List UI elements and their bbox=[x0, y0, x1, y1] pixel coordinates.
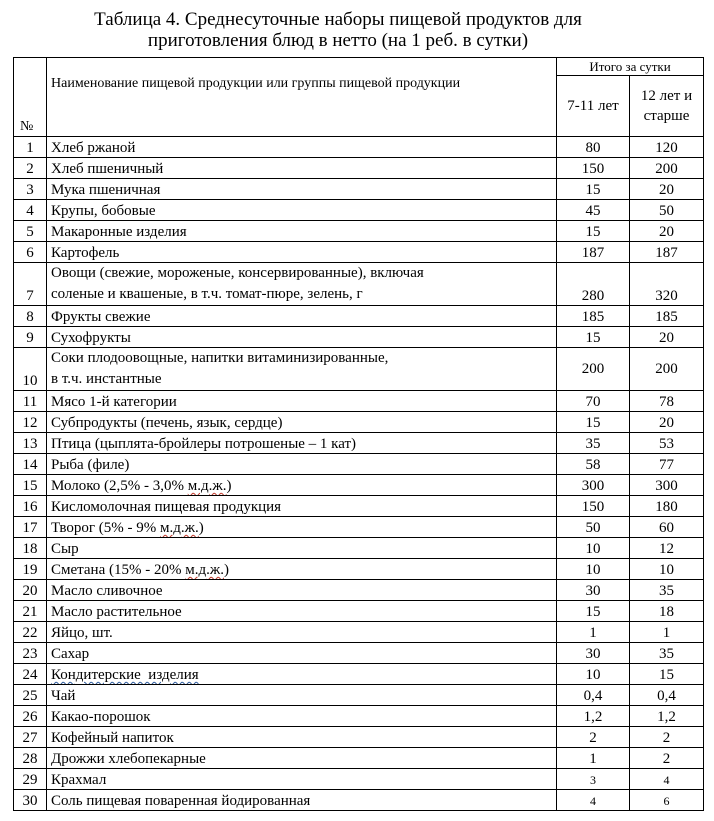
product-name-text: Сахар bbox=[51, 646, 90, 662]
product-name bbox=[47, 538, 557, 559]
value-12-plus: 12 bbox=[630, 538, 704, 559]
row-number: 6 bbox=[14, 242, 47, 263]
product-name bbox=[47, 454, 557, 475]
table-row bbox=[14, 242, 704, 263]
row-number: 18 bbox=[14, 538, 47, 559]
product-name bbox=[47, 622, 557, 643]
value-12-plus: 6 bbox=[630, 790, 704, 811]
row-number: 10 bbox=[14, 348, 47, 391]
table-row bbox=[14, 664, 704, 685]
row-number: 16 bbox=[14, 496, 47, 517]
value-7-11: 15 bbox=[557, 327, 630, 348]
product-name bbox=[47, 158, 557, 179]
header-num: № bbox=[14, 58, 47, 137]
value-12-plus: 15 bbox=[630, 664, 704, 685]
product-name bbox=[47, 263, 557, 306]
value-7-11: 50 bbox=[557, 517, 630, 538]
product-name-text: Молоко (2,5% - 3,0% bbox=[51, 478, 188, 494]
row-number: 30 bbox=[14, 790, 47, 811]
value-12-plus: 120 bbox=[630, 137, 704, 158]
row-number: 1 bbox=[14, 137, 47, 158]
product-name bbox=[47, 412, 557, 433]
value-12-plus: 20 bbox=[630, 412, 704, 433]
table-row bbox=[14, 748, 704, 769]
product-name-text: Какао-порошок bbox=[51, 709, 151, 725]
value-12-plus: 35 bbox=[630, 643, 704, 664]
table-row bbox=[14, 391, 704, 412]
product-name-text: ) bbox=[226, 478, 232, 494]
value-7-11: 1 bbox=[557, 622, 630, 643]
title-line-1: Таблица 4. Среднесуточные наборы пищевой продуктов для bbox=[94, 9, 582, 30]
product-name bbox=[47, 391, 557, 412]
value-12-plus: 4 bbox=[630, 769, 704, 790]
value-7-11: 70 bbox=[557, 391, 630, 412]
value-12-plus: 10 bbox=[630, 559, 704, 580]
product-name bbox=[47, 580, 557, 601]
product-name-text: Кисломолочная пищевая продукция bbox=[51, 499, 282, 515]
table-row bbox=[14, 769, 704, 790]
value-7-11: 15 bbox=[557, 601, 630, 622]
value-7-11: 15 bbox=[557, 412, 630, 433]
row-number: 8 bbox=[14, 306, 47, 327]
table-row bbox=[14, 517, 704, 538]
value-7-11: 45 bbox=[557, 200, 630, 221]
value-12-plus: 53 bbox=[630, 433, 704, 454]
product-name-text: Птица (цыплята-бройлеры потрошеные – 1 кат) bbox=[51, 436, 357, 452]
value-7-11: 1,2 bbox=[557, 706, 630, 727]
table-row bbox=[14, 643, 704, 664]
product-name-text: ) bbox=[223, 562, 229, 578]
value-12-plus: 20 bbox=[630, 179, 704, 200]
row-number: 14 bbox=[14, 454, 47, 475]
row-number: 22 bbox=[14, 622, 47, 643]
value-12-plus: 50 bbox=[630, 200, 704, 221]
product-name-text: Масло сливочное bbox=[51, 583, 163, 599]
table-row bbox=[14, 412, 704, 433]
value-7-11: 280 bbox=[557, 263, 630, 306]
row-number: 23 bbox=[14, 643, 47, 664]
product-name-text: Картофель bbox=[51, 245, 120, 261]
row-number: 7 bbox=[14, 263, 47, 306]
table-row bbox=[14, 685, 704, 706]
product-name bbox=[47, 475, 557, 496]
value-7-11: 10 bbox=[557, 538, 630, 559]
product-name bbox=[47, 643, 557, 664]
value-7-11: 30 bbox=[557, 643, 630, 664]
table-row bbox=[14, 601, 704, 622]
product-name bbox=[47, 179, 557, 200]
table-row bbox=[14, 433, 704, 454]
table-row bbox=[14, 348, 704, 391]
value-12-plus: 200 bbox=[630, 158, 704, 179]
value-7-11: 150 bbox=[557, 496, 630, 517]
fat-content-abbr: м.д.ж. bbox=[160, 520, 199, 536]
product-name bbox=[47, 769, 557, 790]
table-row bbox=[14, 580, 704, 601]
value-7-11: 185 bbox=[557, 306, 630, 327]
product-name-text: Хлеб пшеничный bbox=[51, 161, 164, 177]
table-row bbox=[14, 559, 704, 580]
value-12-plus: 185 bbox=[630, 306, 704, 327]
table-row bbox=[14, 158, 704, 179]
product-name bbox=[47, 790, 557, 811]
product-name bbox=[47, 727, 557, 748]
value-7-11: 1 bbox=[557, 748, 630, 769]
value-12-plus: 20 bbox=[630, 221, 704, 242]
product-name bbox=[47, 200, 557, 221]
product-name-text: Соль пищевая поваренная йодированная bbox=[51, 793, 311, 809]
product-name bbox=[47, 242, 557, 263]
product-name bbox=[47, 517, 557, 538]
product-name-text: Сметана (15% - 20% bbox=[51, 562, 186, 578]
row-number: 28 bbox=[14, 748, 47, 769]
product-name-text: Субпродукты (печень, язык, сердце) bbox=[51, 415, 283, 431]
value-12-plus: 77 bbox=[630, 454, 704, 475]
product-name-line: в т.ч. инстантные bbox=[51, 371, 162, 387]
product-name-line: Овощи (свежие, мороженые, консервированные), включая bbox=[51, 265, 424, 281]
row-number: 2 bbox=[14, 158, 47, 179]
product-name-text: Крупы, бобовые bbox=[51, 203, 156, 219]
table-row bbox=[14, 706, 704, 727]
row-number: 17 bbox=[14, 517, 47, 538]
product-name bbox=[47, 348, 557, 391]
value-7-11: 15 bbox=[557, 221, 630, 242]
value-7-11: 300 bbox=[557, 475, 630, 496]
value-7-11: 150 bbox=[557, 158, 630, 179]
product-name bbox=[47, 559, 557, 580]
table-row bbox=[14, 137, 704, 158]
product-name-text: Творог (5% - 9% bbox=[51, 520, 161, 536]
value-12-plus: 200 bbox=[630, 348, 704, 391]
table-row bbox=[14, 179, 704, 200]
table-row bbox=[14, 790, 704, 811]
table-row bbox=[14, 200, 704, 221]
value-7-11: 3 bbox=[557, 769, 630, 790]
value-12-plus: 20 bbox=[630, 327, 704, 348]
row-number: 21 bbox=[14, 601, 47, 622]
fat-content-abbr: м.д.ж. bbox=[185, 562, 224, 578]
table-row bbox=[14, 221, 704, 242]
row-number: 13 bbox=[14, 433, 47, 454]
value-12-plus: 78 bbox=[630, 391, 704, 412]
table-row bbox=[14, 475, 704, 496]
table-row bbox=[14, 263, 704, 306]
row-number: 4 bbox=[14, 200, 47, 221]
header-col-7-11: 7-11 лет bbox=[557, 76, 630, 137]
product-name bbox=[47, 221, 557, 242]
header-total: Итого за сутки bbox=[557, 58, 704, 76]
value-7-11: 15 bbox=[557, 179, 630, 200]
product-name-text: Макаронные изделия bbox=[51, 224, 187, 240]
row-number: 29 bbox=[14, 769, 47, 790]
value-7-11: 187 bbox=[557, 242, 630, 263]
table-row bbox=[14, 496, 704, 517]
row-number: 19 bbox=[14, 559, 47, 580]
product-name bbox=[47, 327, 557, 348]
table-title bbox=[0, 9, 676, 51]
value-7-11: 4 bbox=[557, 790, 630, 811]
value-12-plus: 2 bbox=[630, 748, 704, 769]
row-number: 12 bbox=[14, 412, 47, 433]
row-number: 26 bbox=[14, 706, 47, 727]
product-name-text: Мука пшеничная bbox=[51, 182, 161, 198]
fat-content-abbr: м.д.ж. bbox=[187, 478, 227, 494]
product-name-text: Кофейный напиток bbox=[51, 730, 174, 746]
value-7-11: 30 bbox=[557, 580, 630, 601]
product-name bbox=[47, 496, 557, 517]
product-name-text: Дрожжи хлебопекарные bbox=[51, 751, 206, 767]
value-12-plus: 300 bbox=[630, 475, 704, 496]
product-name bbox=[47, 137, 557, 158]
title-line-2: приготовления блюд в нетто (на 1 реб. в сутки) bbox=[147, 30, 529, 51]
product-name-text: Чай bbox=[51, 688, 76, 704]
product-name bbox=[47, 706, 557, 727]
table-row bbox=[14, 454, 704, 475]
product-name bbox=[47, 601, 557, 622]
row-number: 24 bbox=[14, 664, 47, 685]
product-name bbox=[47, 433, 557, 454]
value-12-plus: 1,2 bbox=[630, 706, 704, 727]
header-name: Наименование пищевой продукции или группы пищевой продукции bbox=[47, 58, 557, 137]
product-name-line: соленые и квашеные, в т.ч. томат-пюре, зелень, г bbox=[51, 286, 363, 302]
row-number: 11 bbox=[14, 391, 47, 412]
product-name bbox=[47, 664, 557, 685]
value-12-plus: 2 bbox=[630, 727, 704, 748]
value-7-11: 200 bbox=[557, 348, 630, 391]
value-12-plus: 320 bbox=[630, 263, 704, 306]
row-number: 15 bbox=[14, 475, 47, 496]
row-number: 3 bbox=[14, 179, 47, 200]
product-name bbox=[47, 748, 557, 769]
row-number: 25 bbox=[14, 685, 47, 706]
table-row bbox=[14, 538, 704, 559]
value-7-11: 0,4 bbox=[557, 685, 630, 706]
value-12-plus: 35 bbox=[630, 580, 704, 601]
product-name-text: Фрукты свежие bbox=[51, 309, 151, 325]
product-name-text: Хлеб ржаной bbox=[51, 140, 136, 156]
value-12-plus: 18 bbox=[630, 601, 704, 622]
table-row bbox=[14, 306, 704, 327]
row-number: 20 bbox=[14, 580, 47, 601]
value-7-11: 35 bbox=[557, 433, 630, 454]
product-name-text: Кондитерские изделия bbox=[51, 667, 199, 683]
product-name-line: Соки плодоовощные, напитки витаминизированные, bbox=[51, 350, 389, 366]
value-7-11: 58 bbox=[557, 454, 630, 475]
food-norms-table bbox=[13, 57, 704, 811]
product-name bbox=[47, 306, 557, 327]
product-name-text: Рыба (филе) bbox=[51, 457, 130, 473]
value-7-11: 2 bbox=[557, 727, 630, 748]
value-7-11: 10 bbox=[557, 664, 630, 685]
product-name-text: Сыр bbox=[51, 541, 79, 557]
value-7-11: 80 bbox=[557, 137, 630, 158]
value-12-plus: 0,4 bbox=[630, 685, 704, 706]
header-col-12-plus: 12 лет и старше bbox=[630, 76, 704, 137]
product-name-text: Яйцо, шт. bbox=[51, 625, 113, 641]
row-number: 5 bbox=[14, 221, 47, 242]
row-number: 27 bbox=[14, 727, 47, 748]
table-row bbox=[14, 727, 704, 748]
value-7-11: 10 bbox=[557, 559, 630, 580]
row-number: 9 bbox=[14, 327, 47, 348]
table-row bbox=[14, 327, 704, 348]
product-name-text: ) bbox=[198, 520, 204, 536]
product-name-text: Сухофрукты bbox=[51, 330, 131, 346]
product-name-text: Мясо 1-й категории bbox=[51, 394, 177, 410]
table-row bbox=[14, 622, 704, 643]
value-12-plus: 1 bbox=[630, 622, 704, 643]
value-12-plus: 60 bbox=[630, 517, 704, 538]
product-name-text: Крахмал bbox=[51, 772, 107, 788]
value-12-plus: 187 bbox=[630, 242, 704, 263]
value-12-plus: 180 bbox=[630, 496, 704, 517]
header-row-top bbox=[14, 58, 704, 76]
product-name bbox=[47, 685, 557, 706]
product-name-text: Масло растительное bbox=[51, 604, 182, 620]
